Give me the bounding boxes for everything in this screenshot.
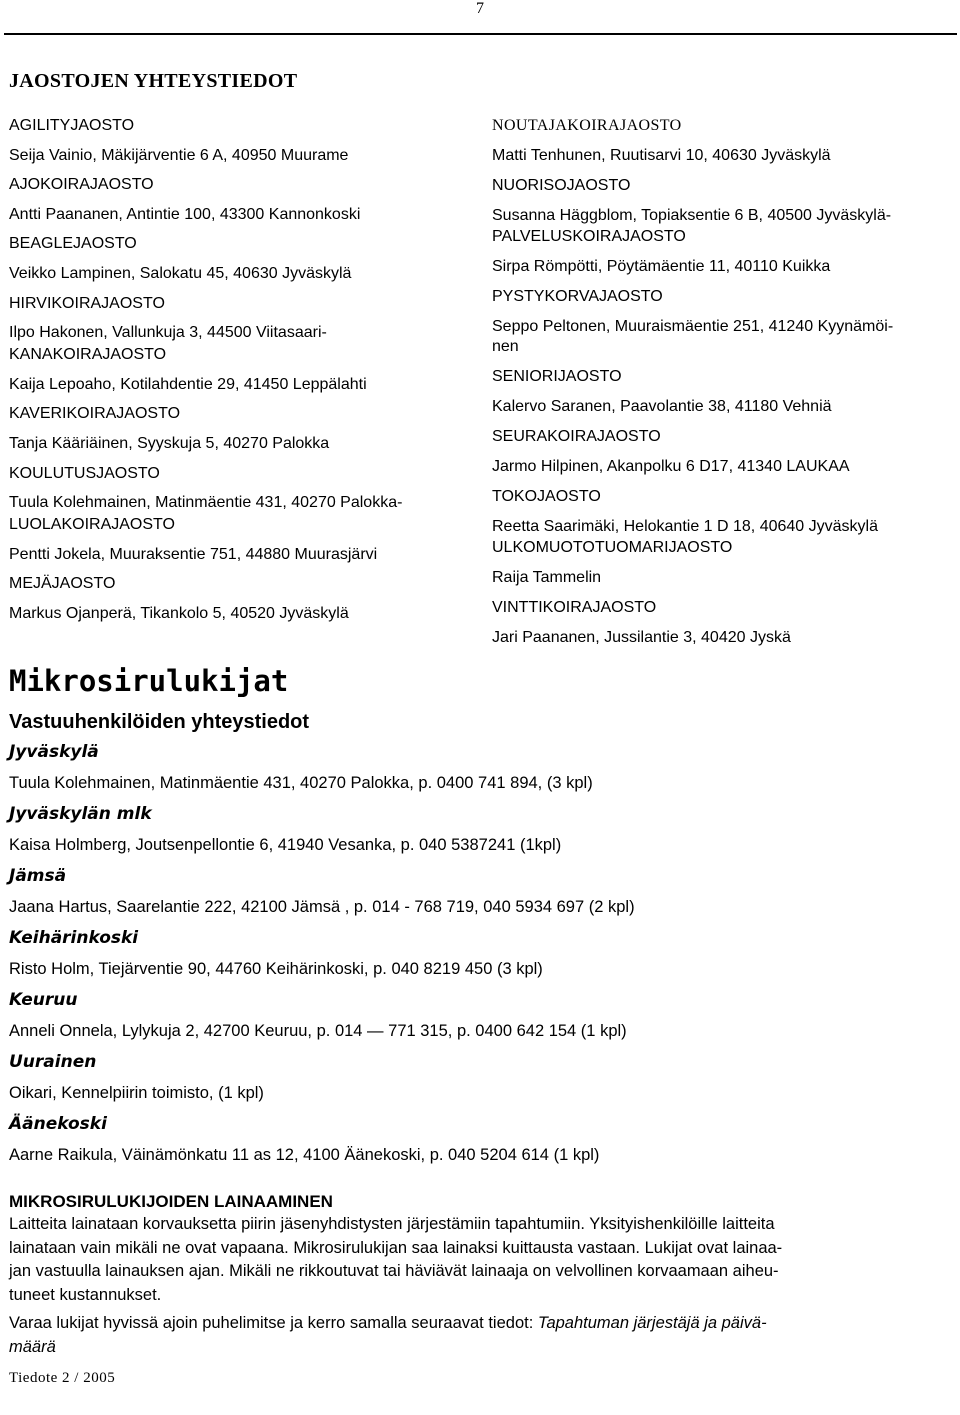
town-heading: Jämsä	[9, 866, 67, 886]
town-heading: Keihärinkoski	[9, 928, 139, 948]
committee-name: SENIORIJAOSTO	[492, 368, 622, 385]
section-title: JAOSTOJEN YHTEYSTIEDOT	[9, 70, 298, 92]
contact-person: Oikari, Kennelpiirin toimisto, (1 kpl)	[9, 1084, 264, 1102]
committee-contact: Kaija Lepoaho, Kotilahdentie 29, 41450 Leppälahti	[9, 375, 367, 393]
mikrosirulukijat-title: Mikrosirulukijat	[9, 664, 289, 698]
committee-list-right	[492, 117, 952, 659]
committee-name: NOUTAJAKOIRAJAOSTO	[492, 117, 682, 134]
committee-contact-continued: nen	[492, 338, 519, 355]
reader-contacts-list	[9, 742, 949, 1176]
committee-contact: Susanna Häggblom, Topiaksentie 6 B, 40500 Jyväskylä-	[492, 207, 892, 224]
committee-entry	[492, 368, 952, 428]
town-heading: Uurainen	[9, 1052, 97, 1072]
committee-name: LUOLAKOIRAJAOSTO	[9, 516, 175, 534]
committee-name: SEURAKOIRAJAOSTO	[492, 428, 661, 445]
committee-name: VINTTIKOIRAJAOSTO	[492, 598, 657, 616]
loan-line: Laitteita lainataan korvauksetta piirin jäsenyhdistysten järjestämiin tapahtumiin. Yksityishenkilöille laitteita	[9, 1215, 775, 1233]
committee-list-left	[9, 117, 479, 635]
header-rule	[4, 33, 957, 35]
committee-name: NUORISOJAOSTO	[492, 177, 631, 194]
committee-contact: Ilpo Hakonen, Vallunkuja 3, 44500 Viitasaari-	[9, 324, 327, 342]
committee-contact: Tuula Kolehmainen, Matinmäentie 431, 40270 Palokka-	[9, 494, 403, 512]
committee-entry	[9, 516, 479, 575]
committee-contact: Kalervo Saranen, Paavolantie 38, 41180 Vehniä	[492, 398, 832, 415]
committee-contact: Jarmo Hilpinen, Akanpolku 6 D17, 41340 LAUKAA	[492, 458, 850, 475]
committee-name: MEJÄJAOSTO	[9, 575, 116, 593]
contacts-subtitle: Vastuuhenkilöiden yhteystiedot	[9, 711, 310, 733]
town-heading: Jyväskylä	[9, 742, 99, 762]
committee-name: AJOKOIRAJAOSTO	[9, 176, 154, 194]
reservation-fields: Tapahtuman järjestäjä ja päivä-	[537, 1314, 767, 1332]
committee-name: PYSTYKORVAJAOSTO	[492, 287, 663, 305]
committee-contact: Seppo Peltonen, Muuraismäentie 251, 41240 Kyynämöi-	[492, 317, 894, 335]
committee-contact: Veikko Lampinen, Salokatu 45, 40630 Jyväskylä	[9, 264, 352, 282]
committee-entry	[492, 599, 952, 659]
town-heading: Äänekoski	[9, 1114, 107, 1134]
committee-entry	[9, 295, 479, 347]
committee-name: ULKOMUOTOTUOMARIJAOSTO	[492, 538, 733, 556]
town-heading: Keuruu	[9, 990, 78, 1010]
contact-person: Jaana Hartus, Saarelantie 222, 42100 Jämsä , p. 014 - 768 719, 040 5934 697 (2 kpl)	[9, 898, 635, 916]
town-heading: Jyväskylän mlk	[9, 804, 152, 824]
committee-contact: Seija Vainio, Mäkijärventie 6 A, 40950 Muurame	[9, 146, 349, 164]
loan-line: jan vastuulla lainauksen ajan. Mikäli ne rikkoutuvat tai häviävät lainaaja on velvollinen korvaamaan aiheu-	[9, 1262, 779, 1280]
committee-entry	[9, 346, 479, 405]
committee-name: BEAGLEJAOSTO	[9, 235, 137, 253]
committee-contact: Matti Tenhunen, Ruutisarvi 10, 40630 Jyväskylä	[492, 147, 831, 164]
committee-contact: Tanja Kääriäinen, Syyskuja 5, 40270 Palokka	[9, 434, 330, 452]
committee-entry	[9, 465, 479, 517]
contact-person: Aarne Raikula, Väinämönkatu 11 as 12, 4100 Äänekoski, p. 040 5204 614 (1 kpl)	[9, 1146, 600, 1164]
loan-heading: MIKROSIRULUKIJOIDEN LAINAAMINEN	[9, 1192, 333, 1211]
committee-name: AGILITYJAOSTO	[9, 117, 135, 134]
committee-contact: Raija Tammelin	[492, 568, 602, 586]
committee-contact: Pentti Jokela, Muuraksentie 751, 44880 Muurasjärvi	[9, 545, 378, 563]
committee-name: KOULUTUSJAOSTO	[9, 464, 160, 482]
committee-contact: Antti Paananen, Antintie 100, 43300 Kannonkoski	[9, 205, 361, 223]
contact-person: Tuula Kolehmainen, Matinmäentie 431, 40270 Palokka, p. 0400 741 894, (3 kpl)	[9, 774, 593, 792]
committee-name: KANAKOIRAJAOSTO	[9, 346, 167, 364]
committee-contact: Sirpa Römpötti, Pöytämäentie 11, 40110 Kuikka	[492, 257, 831, 275]
committee-contact: Jari Paananen, Jussilantie 3, 40420 Jyskä	[492, 628, 791, 646]
reservation-text: Varaa lukijat hyvissä ajoin puhelimitse ja kerro samalla seuraavat tiedot:	[9, 1314, 538, 1332]
committee-entry	[492, 488, 952, 539]
committee-entry	[9, 117, 479, 176]
footer-issue: Tiedote 2 / 2005	[9, 1370, 116, 1386]
committee-entry	[492, 539, 952, 599]
committee-entry	[492, 288, 952, 369]
committee-name: HIRVIKOIRAJAOSTO	[9, 294, 165, 312]
committee-entry	[9, 405, 479, 464]
committee-name: TOKOJAOSTO	[492, 488, 601, 505]
reservation-fields-cont: määrä	[9, 1337, 56, 1356]
loan-line: lainataan vain mikäli ne ovat vapaana. Mikrosirulukijan saa lainaksi kuittausta vastaan. Lukijat ovat lainaa-	[9, 1238, 783, 1257]
reservation-paragraph	[9, 1312, 947, 1359]
page-number: 7	[476, 0, 484, 17]
committee-name: PALVELUSKOIRAJAOSTO	[492, 227, 686, 245]
committee-entry	[9, 575, 479, 634]
contact-person: Risto Holm, Tiejärventie 90, 44760 Keihärinkoski, p. 040 8219 450 (3 kpl)	[9, 960, 543, 978]
committee-entry	[492, 228, 952, 288]
committee-entry	[9, 176, 479, 235]
loan-line: tuneet kustannukset.	[9, 1285, 162, 1304]
committee-contact: Markus Ojanperä, Tikankolo 5, 40520 Jyväskylä	[9, 604, 349, 622]
committee-name: KAVERIKOIRAJAOSTO	[9, 405, 181, 423]
committee-entry	[492, 117, 952, 177]
loan-paragraph	[9, 1213, 947, 1307]
contact-person: Anneli Onnela, Lylykuja 2, 42700 Keuruu, p. 014 — 771 315, p. 0400 642 154 (1 kpl)	[9, 1022, 627, 1040]
committee-contact: Reetta Saarimäki, Helokantie 1 D 18, 40640 Jyväskylä	[492, 518, 878, 535]
committee-entry	[492, 177, 952, 228]
committee-entry	[492, 428, 952, 488]
committee-entry	[9, 235, 479, 294]
contact-person: Kaisa Holmberg, Joutsenpellontie 6, 41940 Vesanka, p. 040 5387241 (1kpl)	[9, 836, 562, 854]
